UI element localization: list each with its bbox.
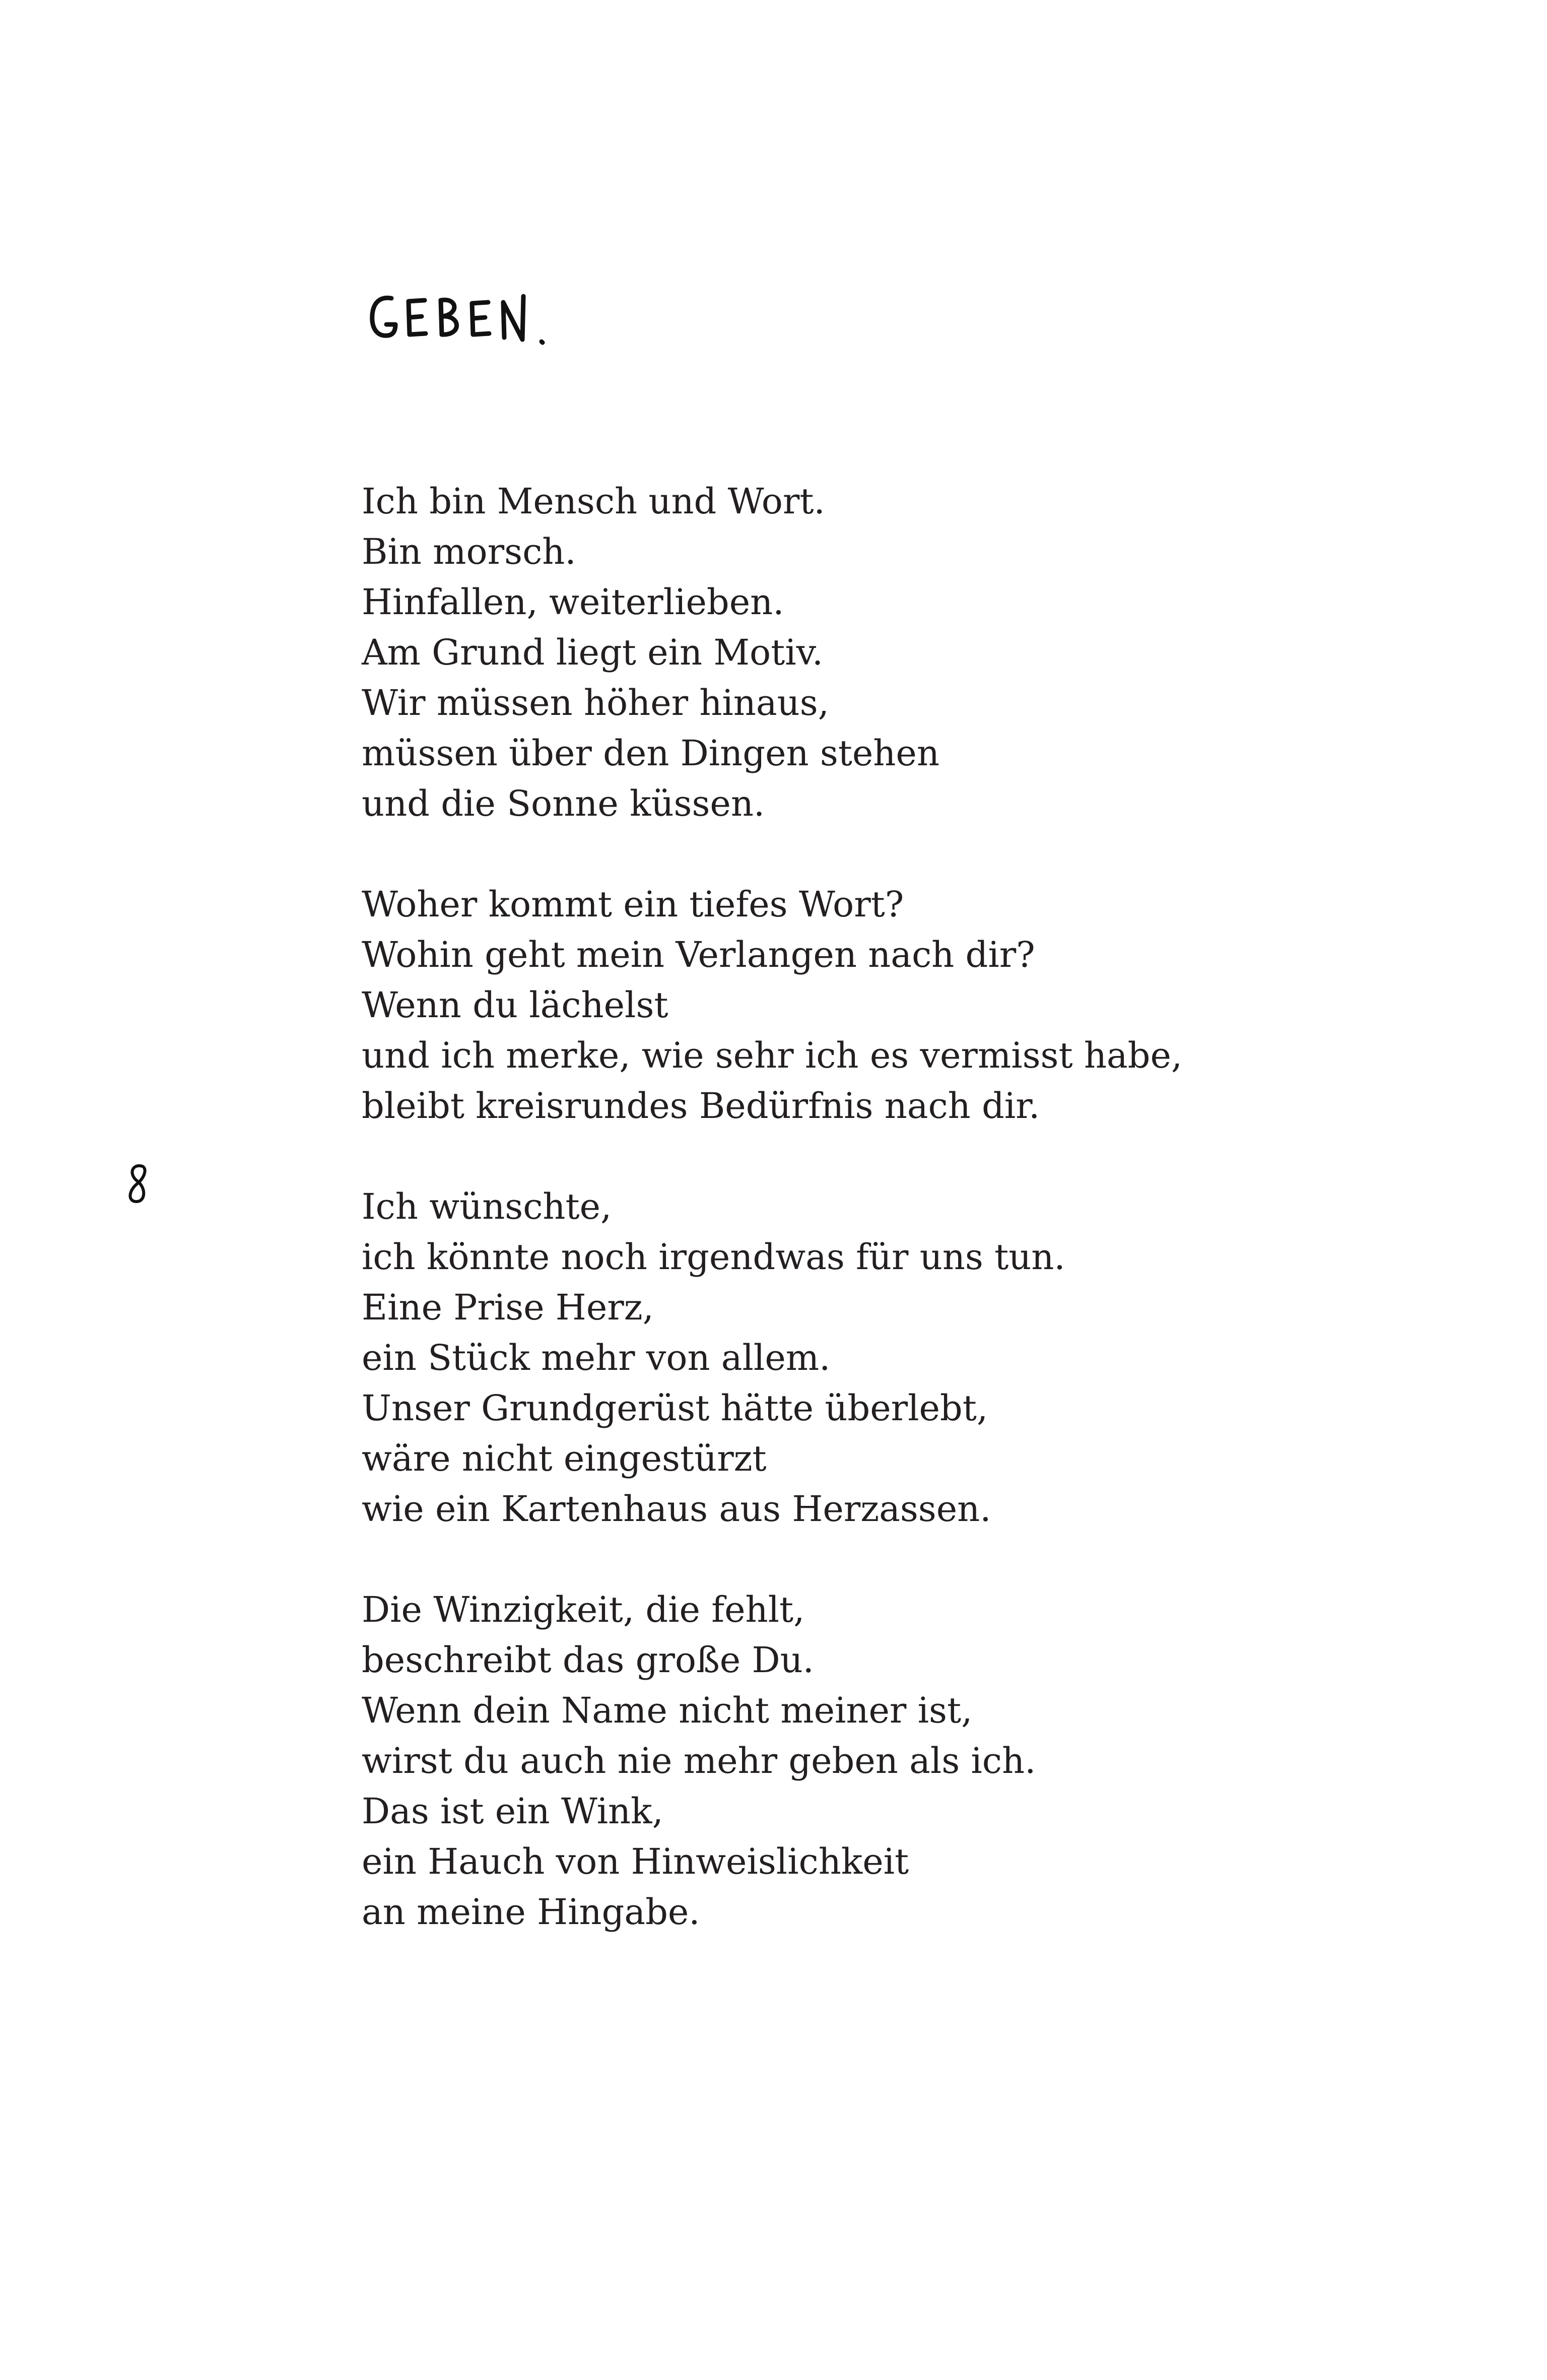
poem-line: Wohin geht mein Verlangen nach dir? (362, 934, 1035, 975)
poem-body (362, 476, 1369, 1937)
poem-line: Wenn du lächelst (362, 984, 668, 1026)
stanza-3 (362, 1181, 1369, 1534)
stanza-1 (362, 476, 1369, 829)
poem-line: beschreibt das große Du. (362, 1639, 814, 1681)
poem-line: wirst du auch nie mehr geben als ich. (362, 1740, 1036, 1781)
stanza-2 (362, 879, 1369, 1131)
poem-line: Woher kommt ein tiefes Wort? (362, 884, 904, 925)
poem-line: Bin morsch. (362, 531, 576, 572)
poem-line: Wenn dein Name nicht meiner ist, (362, 1690, 973, 1731)
poem-line: ein Stück mehr von allem. (362, 1337, 831, 1378)
stanza-4 (362, 1584, 1369, 1937)
poem-line: Ich wünschte, (362, 1186, 612, 1227)
poem-line: Das ist ein Wink, (362, 1791, 663, 1832)
poem-line: und ich merke, wie sehr ich es vermisst habe, (362, 1035, 1183, 1076)
poem-line: an meine Hingabe. (362, 1891, 700, 1933)
poem-line: Am Grund liegt ein Motiv. (362, 632, 824, 673)
poem-title (365, 287, 577, 353)
handwritten-page-number-graphic (123, 1161, 154, 1207)
poem-line: Wir müssen höher hinaus, (362, 682, 829, 723)
poem-line: Unser Grundgerüst hätte überlebt, (362, 1387, 988, 1429)
poem-line: Hinfallen, weiterlieben. (362, 581, 784, 623)
poem-line: bleibt kreisrundes Bedürfnis nach dir. (362, 1085, 1040, 1127)
poem-line: Ich bin Mensch und Wort. (362, 481, 825, 522)
poem-line: wäre nicht eingestürzt (362, 1438, 767, 1479)
page-number (123, 1161, 154, 1207)
poem-line: müssen über den Dingen stehen (362, 733, 939, 774)
poem-line: Die Winzigkeit, die fehlt, (362, 1589, 805, 1630)
poem-line: ein Hauch von Hinweislichkeit (362, 1841, 909, 1882)
poem-line: wie ein Kartenhaus aus Herzassen. (362, 1488, 991, 1530)
handwritten-title-graphic (365, 287, 577, 353)
poem-line: und die Sonne küssen. (362, 783, 765, 824)
poem-line: ich könnte noch irgendwas für uns tun. (362, 1236, 1065, 1278)
poem-line: Eine Prise Herz, (362, 1287, 654, 1328)
